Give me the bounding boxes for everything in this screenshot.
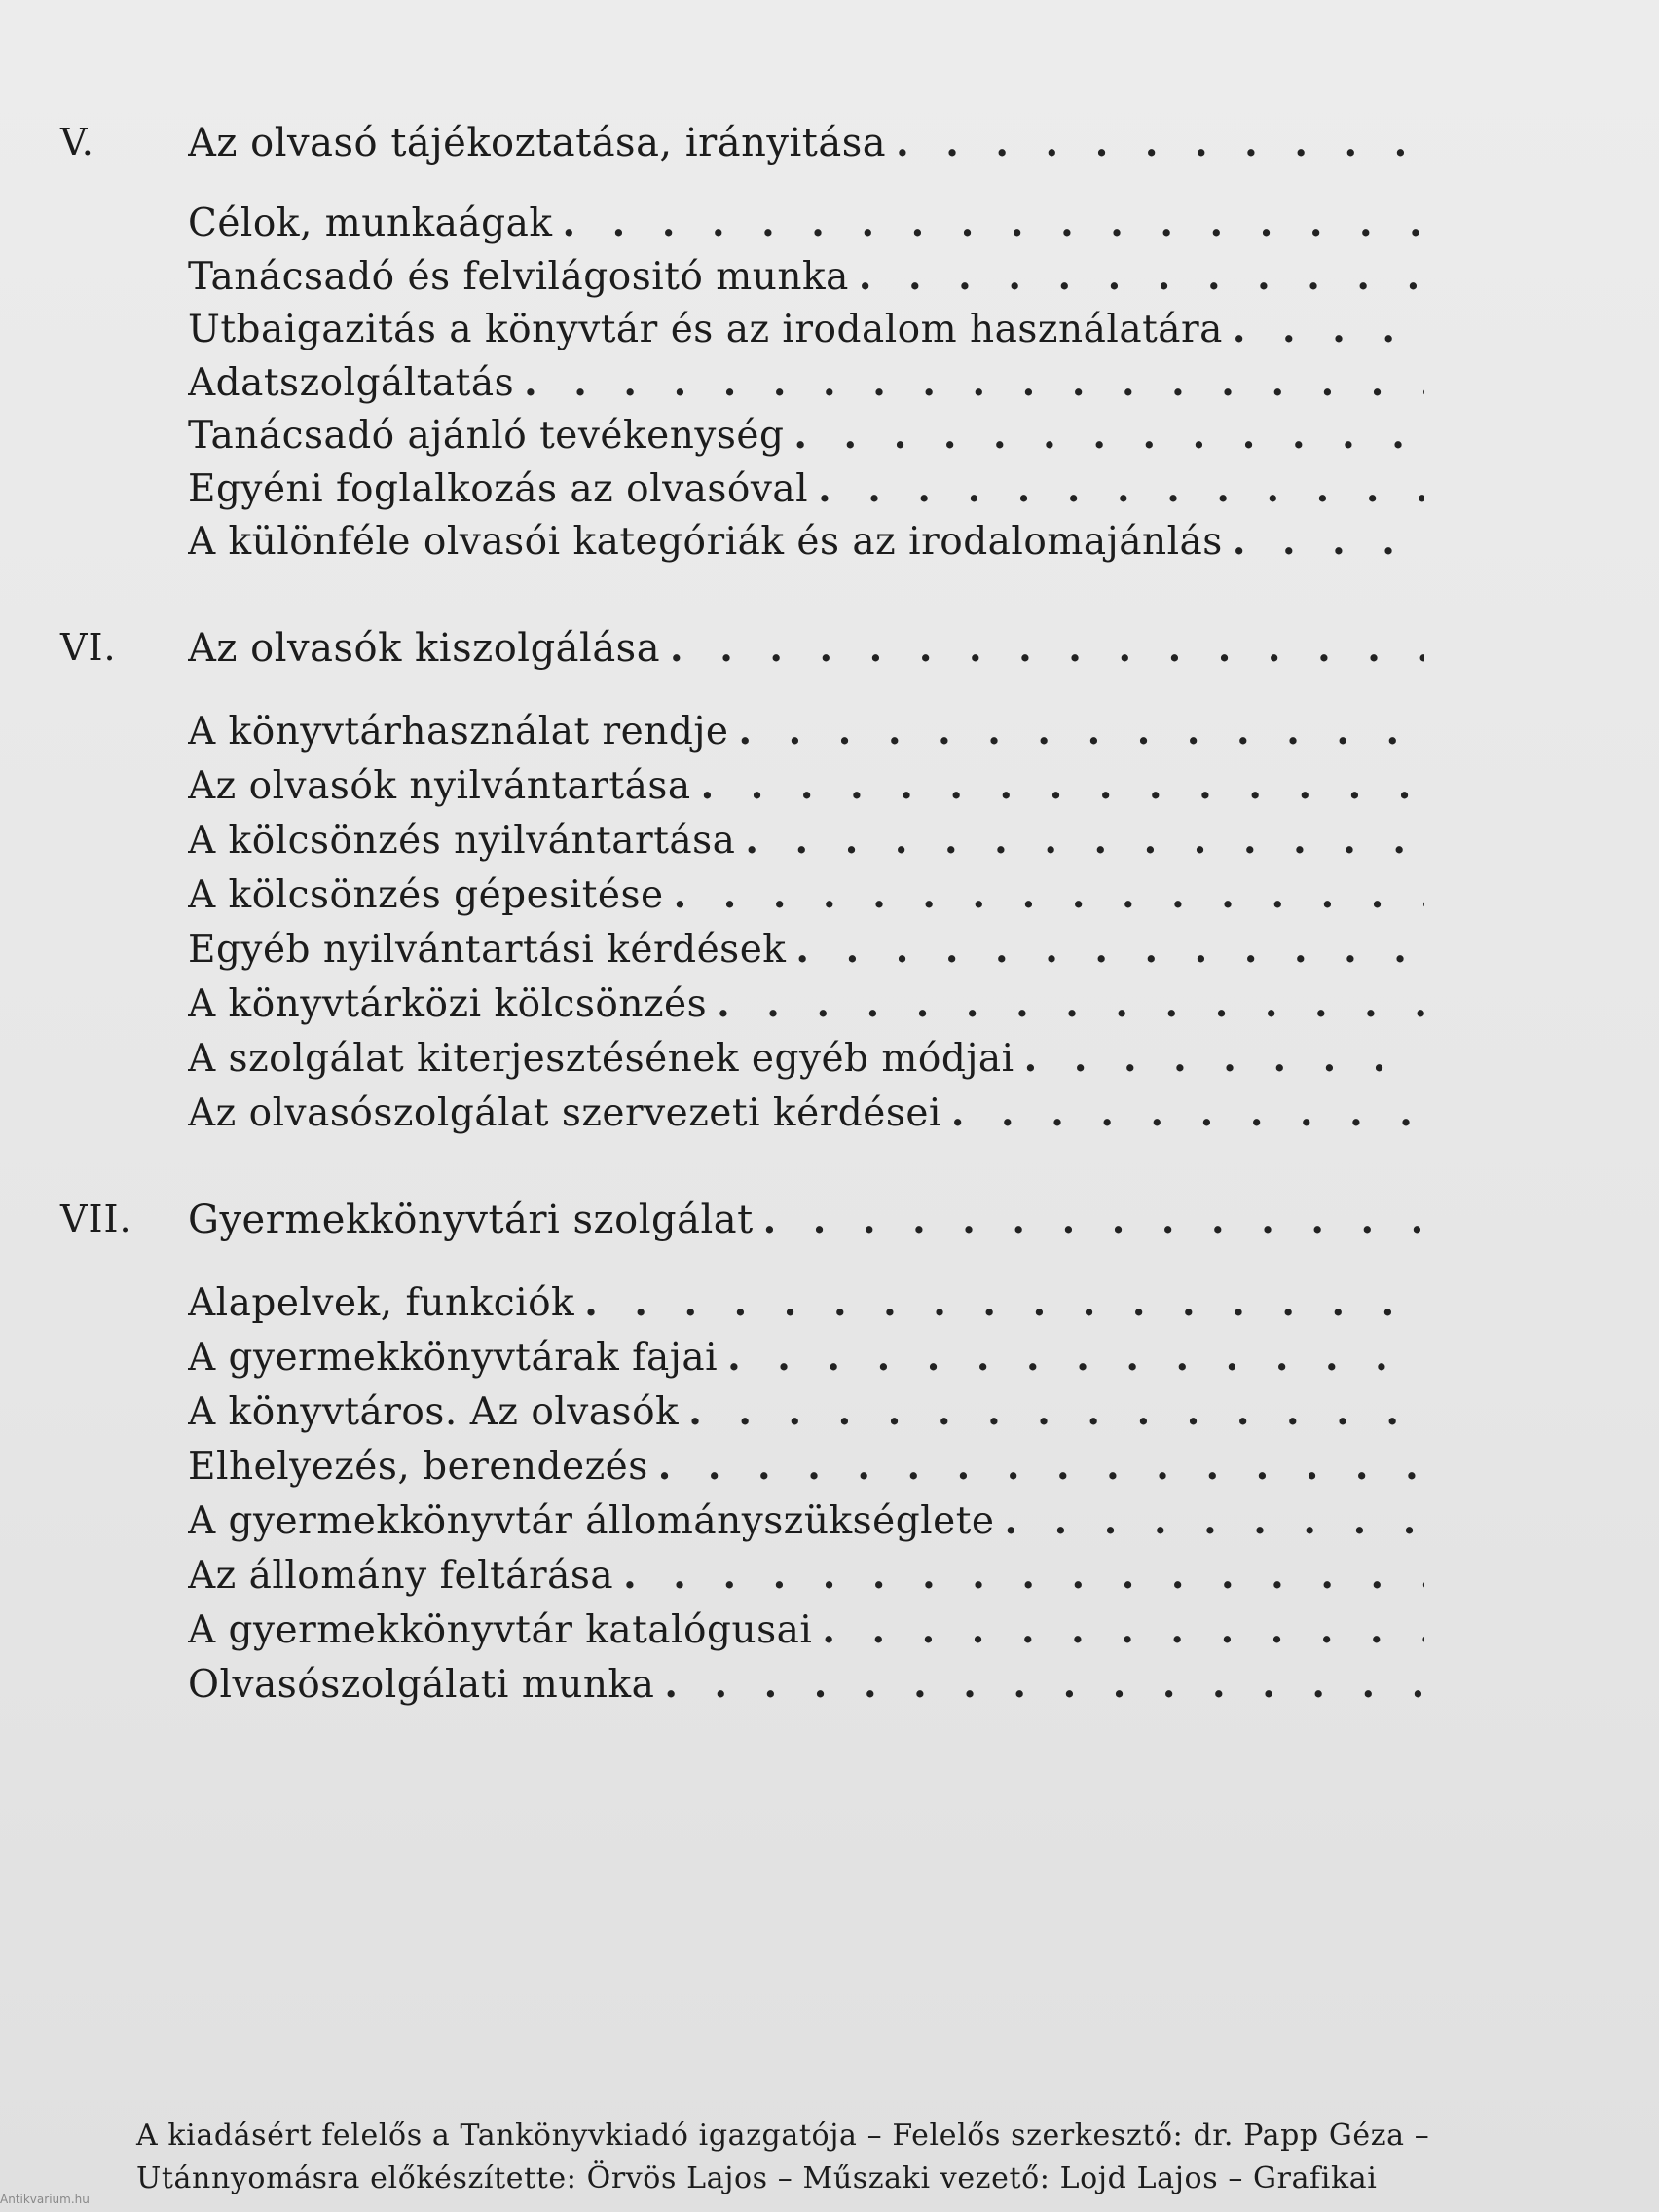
section-title: Tanácsadó ajánló tevékenység [188, 414, 785, 458]
section-title: A könyvtárhasználat rendje [188, 710, 729, 754]
dot-leader [822, 1607, 1424, 1652]
dot-leader [674, 872, 1424, 917]
dot-leader [1004, 1498, 1424, 1543]
section-title: Egyéb nyilvántartási kérdések [188, 928, 787, 972]
section-title: Tanácsadó és felvilágositó munka [188, 255, 849, 299]
section-entry [188, 1607, 1424, 1652]
chapter-entry [188, 626, 1424, 671]
dot-leader [745, 818, 1424, 863]
section-entry [188, 872, 1424, 917]
section-title: A gyermekkönyvtár állományszükséglete [188, 1499, 995, 1543]
section-title: A gyermekkönyvtárak fajai [188, 1336, 719, 1380]
dot-leader [739, 709, 1425, 754]
section-entry [188, 818, 1424, 863]
section-title: Elhelyezés, berendezés [188, 1445, 648, 1489]
section-entry [188, 1389, 1424, 1434]
chapter-entry [188, 1198, 1424, 1242]
section-entry [188, 981, 1424, 1026]
section-title: Olvasószolgálati munka [188, 1663, 655, 1707]
imprint [136, 2115, 1538, 2200]
chapter-title: Gyermekkönyvtári szolgálat [188, 1198, 754, 1242]
section-title: Utbaigazitás a könyvtár és az irodalom használatára [188, 308, 1223, 351]
section-entry [188, 413, 1424, 458]
section-entry [188, 1444, 1424, 1489]
dot-leader [763, 1198, 1424, 1242]
imprint-line: Utánnyomásra előkészítette: Örvös Lajos – Műszaki vezető: Lojd Lajos – Grafikai [136, 2161, 1378, 2195]
dot-leader [688, 1389, 1424, 1434]
chapter-title: Az olvasók kiszolgálása [188, 626, 661, 671]
chapter-number: VII. [60, 1198, 132, 1240]
section-entry [188, 709, 1424, 754]
dot-leader [717, 981, 1424, 1026]
section-title: A szolgálat kiterjesztésének egyéb módjai [188, 1037, 1014, 1081]
dot-leader [1233, 519, 1424, 564]
section-entry [188, 1280, 1424, 1325]
section-title: A könyvtárközi kölcsönzés [188, 982, 708, 1026]
dot-leader [795, 927, 1424, 972]
dot-leader [1024, 1036, 1424, 1081]
chapter-entry [188, 121, 1424, 166]
dot-leader [701, 763, 1424, 808]
dot-leader [670, 626, 1424, 671]
section-entry [188, 1553, 1424, 1598]
dot-leader [727, 1335, 1424, 1380]
section-entry [188, 254, 1424, 299]
section-title: Az olvasószolgálat szervezeti kérdései [188, 1091, 941, 1135]
section-entry [188, 360, 1424, 405]
section-entry [188, 466, 1424, 511]
dot-leader [951, 1090, 1424, 1135]
section-entry [188, 1090, 1424, 1135]
dot-leader [664, 1662, 1424, 1707]
section-title: Alapelvek, funkciók [188, 1281, 575, 1325]
dot-leader [658, 1444, 1424, 1489]
section-entry [188, 763, 1424, 808]
section-entry [188, 1498, 1424, 1543]
section-title: Egyéni foglalkozás az olvasóval [188, 467, 809, 511]
dot-leader [563, 201, 1424, 245]
chapter-number: V. [60, 121, 94, 164]
section-entry [188, 1335, 1424, 1380]
section-entry [188, 1036, 1424, 1081]
chapter-number: VI. [60, 626, 117, 669]
dot-leader [793, 413, 1424, 458]
section-entry [188, 307, 1424, 351]
section-entry [188, 927, 1424, 972]
dot-leader [1233, 307, 1424, 351]
dot-leader [818, 466, 1424, 511]
section-title: A könyvtáros. Az olvasók [188, 1390, 680, 1434]
imprint-line: A kiadásért felelős a Tankönyvkiadó igazgatója – Felelős szerkesztő: dr. Papp Géza – [136, 2119, 1430, 2153]
section-title: A különféle olvasói kategóriák és az irodalomajánlás [188, 520, 1223, 564]
section-title: A gyermekkönyvtár katalógusai [188, 1608, 813, 1652]
dot-leader [584, 1280, 1424, 1325]
section-title: Célok, munkaágak [188, 202, 553, 245]
chapter-title: Az olvasó tájékoztatása, irányitása [188, 121, 887, 166]
section-title: Az állomány feltárása [188, 1554, 614, 1598]
section-entry [188, 519, 1424, 564]
section-entry [188, 201, 1424, 245]
section-title: Az olvasók nyilvántartása [188, 764, 691, 808]
dot-leader [859, 254, 1424, 299]
section-title: A kölcsönzés gépesitése [188, 873, 664, 917]
dot-leader [896, 121, 1424, 166]
dot-leader [623, 1553, 1424, 1598]
watermark: Antikvarium.hu [0, 2193, 90, 2206]
dot-leader [524, 360, 1424, 405]
section-title: A kölcsönzés nyilvántartása [188, 819, 736, 863]
section-title: Adatszolgáltatás [188, 361, 515, 405]
section-entry [188, 1662, 1424, 1707]
